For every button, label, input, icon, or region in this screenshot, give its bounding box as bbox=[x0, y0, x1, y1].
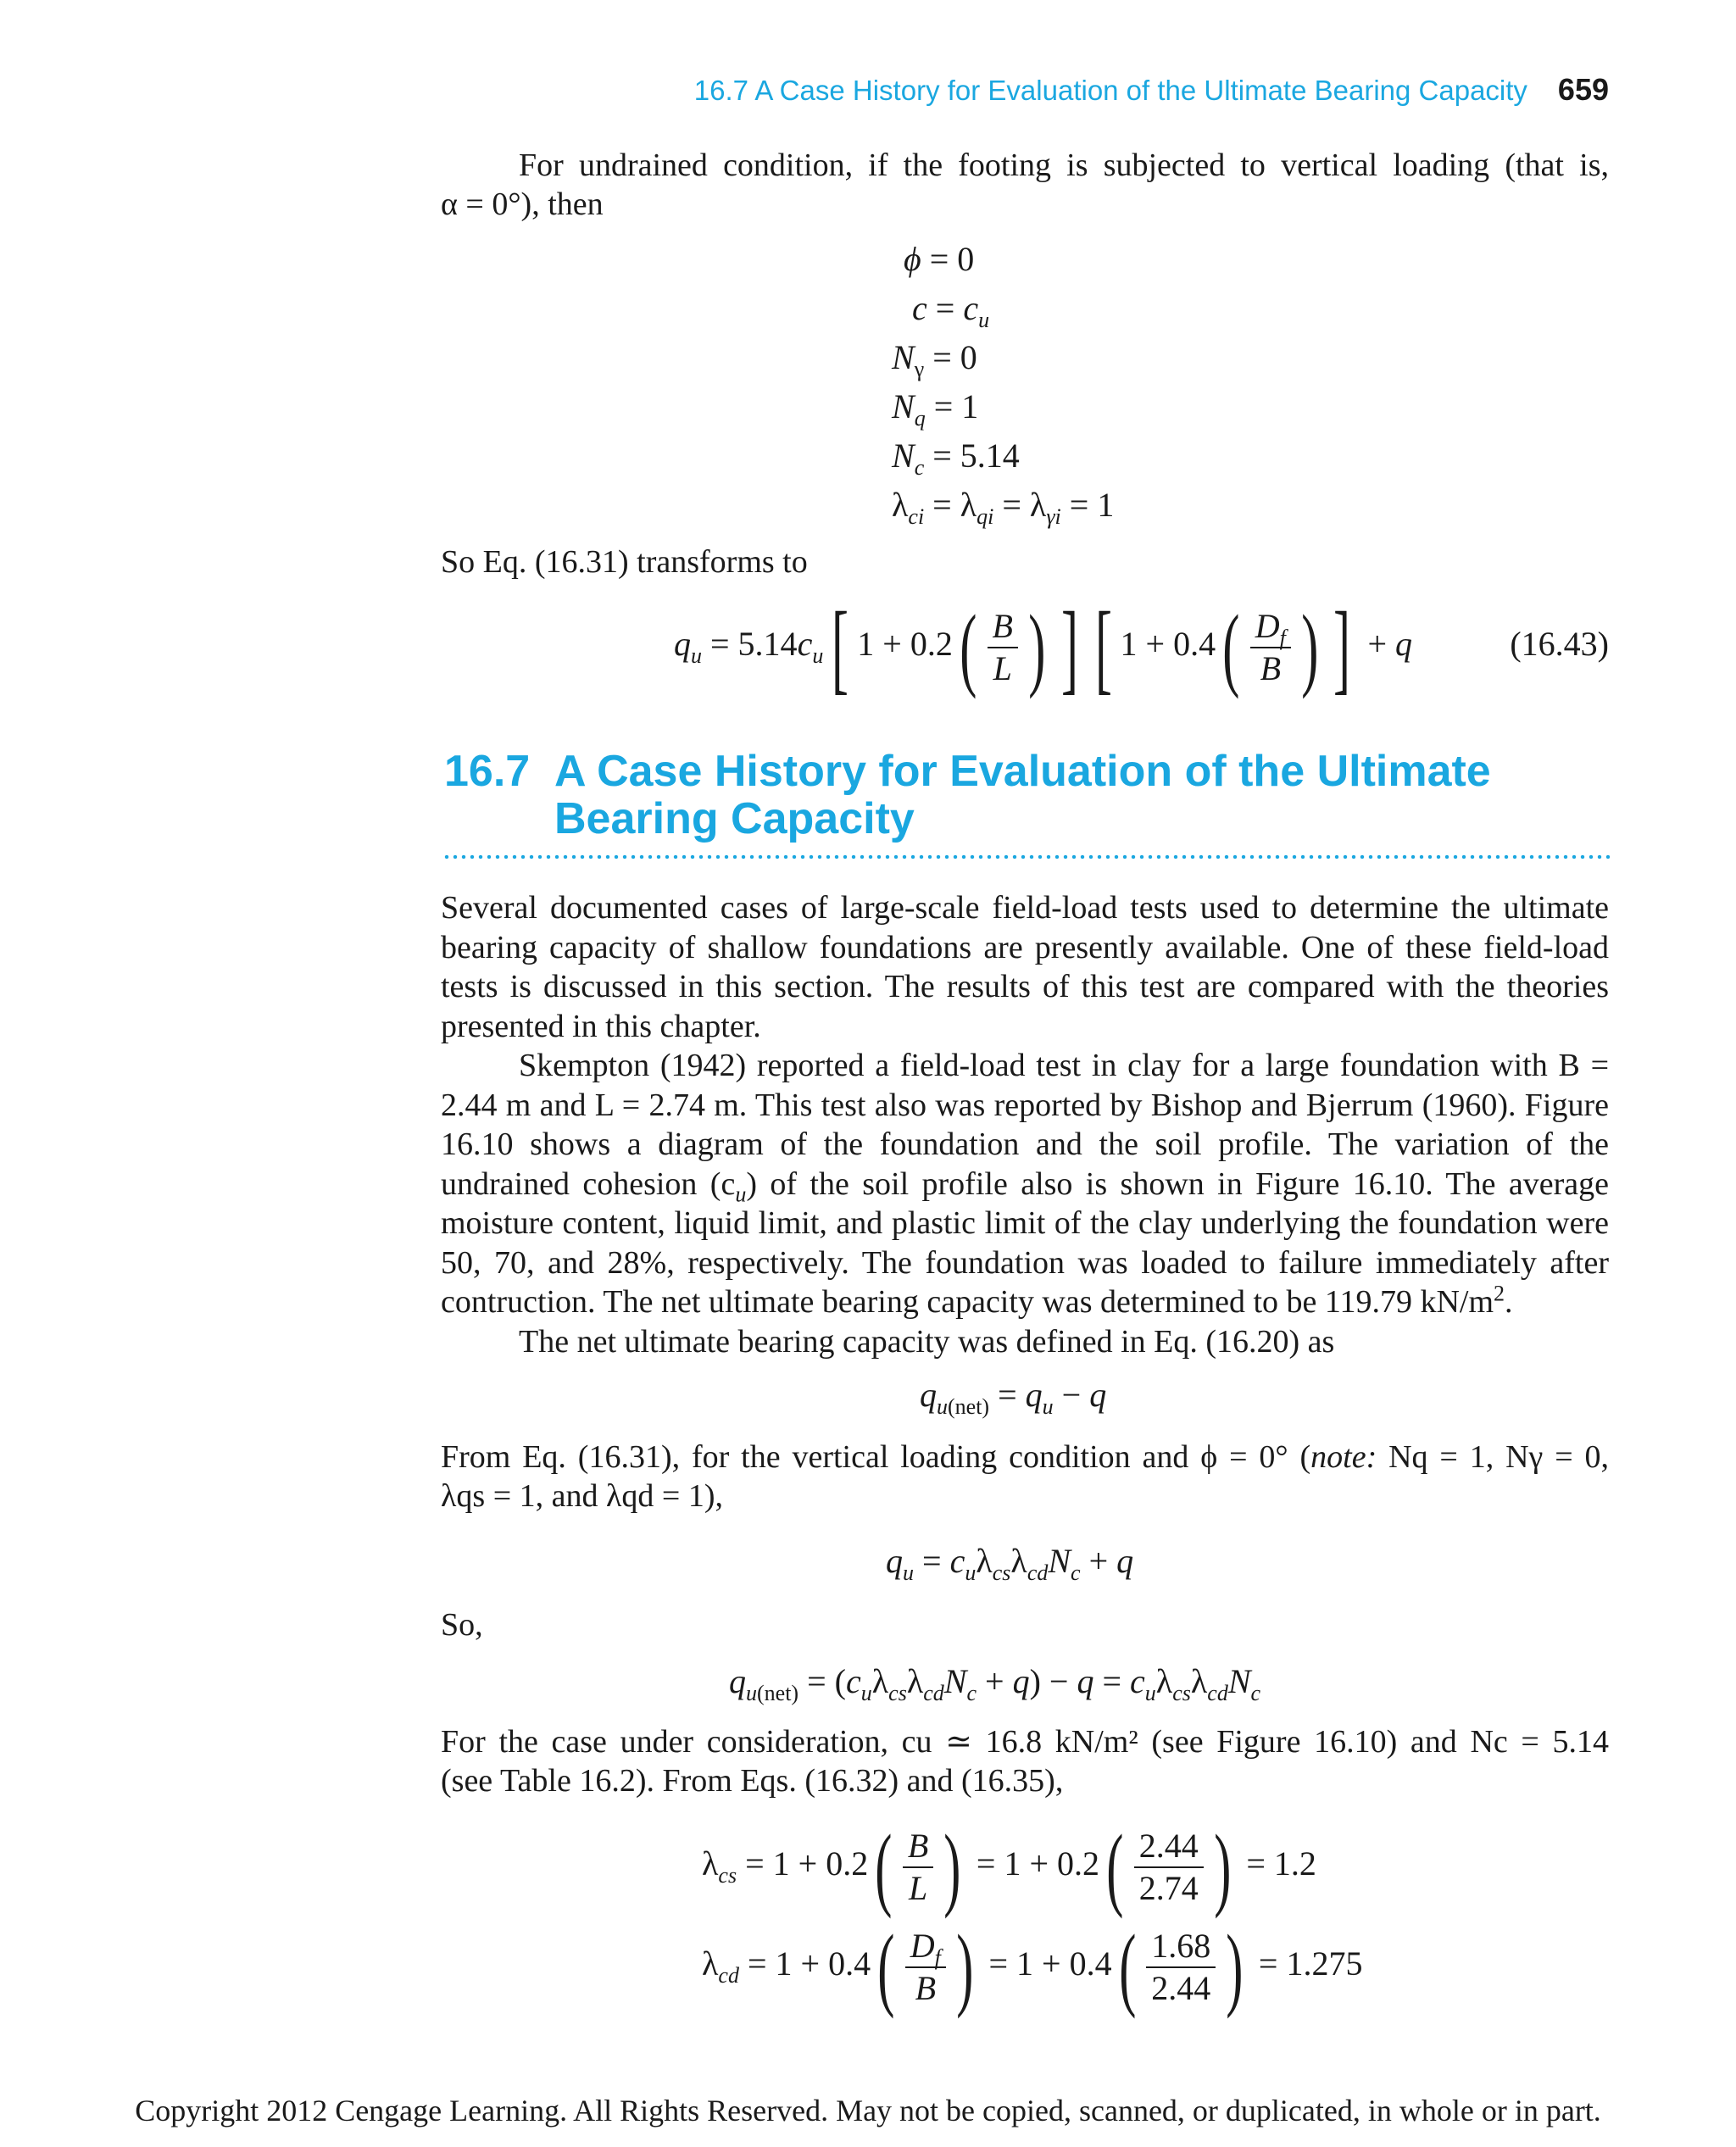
paragraph-2: Skempton (1942) reported a field-load test in clay for a large foundation with B = 2.44 m and L = 2.74 m. This test also was reported by Bishop and Bjerrum (1960). Figure 16.10 shows a diagram of the foundation and the soil profile. The variation of the undrained cohesion $(c_u)$ of the soil profile also is shown in Figure 16.10. The average moisture content, liquid limit, and plastic limit of the clay underlying the foundation were 50, 70, and 28%, respectively. The foundation was loaded to failure immediately after contruction. The net ultimate bearing capacity was determined to be 119.79 $kN/m^2$. bbox=[441, 1048, 1609, 1320]
equation-lambda-cs: $\lambda_{cs} = 1 + 0.2$( $\frac{B}{L}$ ) = 1 + 0.2( $\frac{2.44}{2.74}$ ) = 1.2 bbox=[702, 1815, 1316, 1919]
condition-n-c: $N_c = 5.14$ bbox=[892, 437, 1020, 480]
section-title-line-1: A Case History for Evaluation of the Ultimate bbox=[554, 747, 1491, 796]
equation-lambda-cd: $\lambda_{cd} = 1 + 0.4$( $\frac{D_f}{B}$ ) = 1 + 0.4( $\frac{1.68}{2.44}$ ) = 1.275 bbox=[702, 1915, 1363, 2019]
equation-16-43: $q_u = 5.14c_u$[ 1 + 0.2( $\frac{B}{L}$ ) ] [ 1 + 0.4( $\frac{D_f}{B}$ ) ] + q bbox=[674, 590, 1413, 704]
intro-line-2: α = 0°), then bbox=[441, 186, 604, 222]
condition-phi: ϕ = 0 bbox=[904, 240, 975, 278]
equation-qunet-def: $q_{u(net)} = q_u - q$ bbox=[920, 1376, 1107, 1419]
paragraph-3: The net ultimate bearing capacity was defined in Eq. (16.20) as bbox=[519, 1324, 1335, 1360]
equation-qu-vertical: $q_u = c_u\lambda_{cs}\lambda_{cd}N_c + q$ bbox=[886, 1542, 1134, 1585]
copyright-footer: Copyright 2012 Cengage Learning. All Rights Reserved. May not be copied, scanned, or duplicated, in whole or in part. bbox=[135, 2094, 1601, 2128]
transform-text: So Eq. (16.31) transforms to bbox=[441, 544, 808, 580]
paragraph-5-line-2: (see Table 16.2). From Eqs. (16.32) and (16.35), bbox=[441, 1763, 1064, 1799]
section-heading bbox=[444, 748, 1546, 843]
paragraph-5-line-1: For the case under consideration, cu ≃ 16.8 kN/m² (see Figure 16.10) and Nc = 5.14 bbox=[441, 1724, 1609, 1760]
section-dotted-rule bbox=[442, 854, 1611, 859]
so-text: So, bbox=[441, 1607, 483, 1643]
paragraph-4-line-2: λqs = 1, and λqd = 1), bbox=[441, 1478, 724, 1514]
intro-line-1: For undrained condition, if the footing is subjected to vertical loading (that is, bbox=[519, 147, 1609, 183]
condition-n-gamma: $N_\gamma = 0$ bbox=[892, 338, 977, 381]
condition-lambdas: $\lambda_{ci} = \lambda_{qi} = \lambda_{\gamma i} = 1$ bbox=[892, 486, 1115, 529]
paragraph-1: Several documented cases of large-scale field-load tests used to determine the ultimate bearing capacity of shallow foundations are presently available. One of these field-load tests is discussed in this section. The results of this test are compared with the theories presented in this chapter. bbox=[441, 890, 1609, 1044]
page-number: 659 bbox=[1557, 72, 1609, 107]
running-header bbox=[339, 73, 1609, 108]
running-title: 16.7 A Case History for Evaluation of the Ultimate Bearing Capacity bbox=[693, 75, 1527, 106]
equation-qunet-full: $q_{u(net)} = (c_u\lambda_{cs}\lambda_{cd}N_c + q) - q = c_u\lambda_{cs}\lambda_{cd}N_c$ bbox=[729, 1662, 1261, 1705]
paragraph-4-line-1: From Eq. (16.31), for the vertical loading condition and ϕ = 0° (note: Nq = 1, Nγ = 0, bbox=[441, 1439, 1609, 1475]
equation-number-16-43: (16.43) bbox=[1510, 625, 1609, 663]
section-title-line-2: Bearing Capacity bbox=[554, 794, 915, 843]
section-number: 16.7 bbox=[444, 747, 531, 796]
condition-n-q: $N_q = 1$ bbox=[892, 387, 979, 431]
condition-c: $c = c_u$ bbox=[912, 289, 990, 332]
